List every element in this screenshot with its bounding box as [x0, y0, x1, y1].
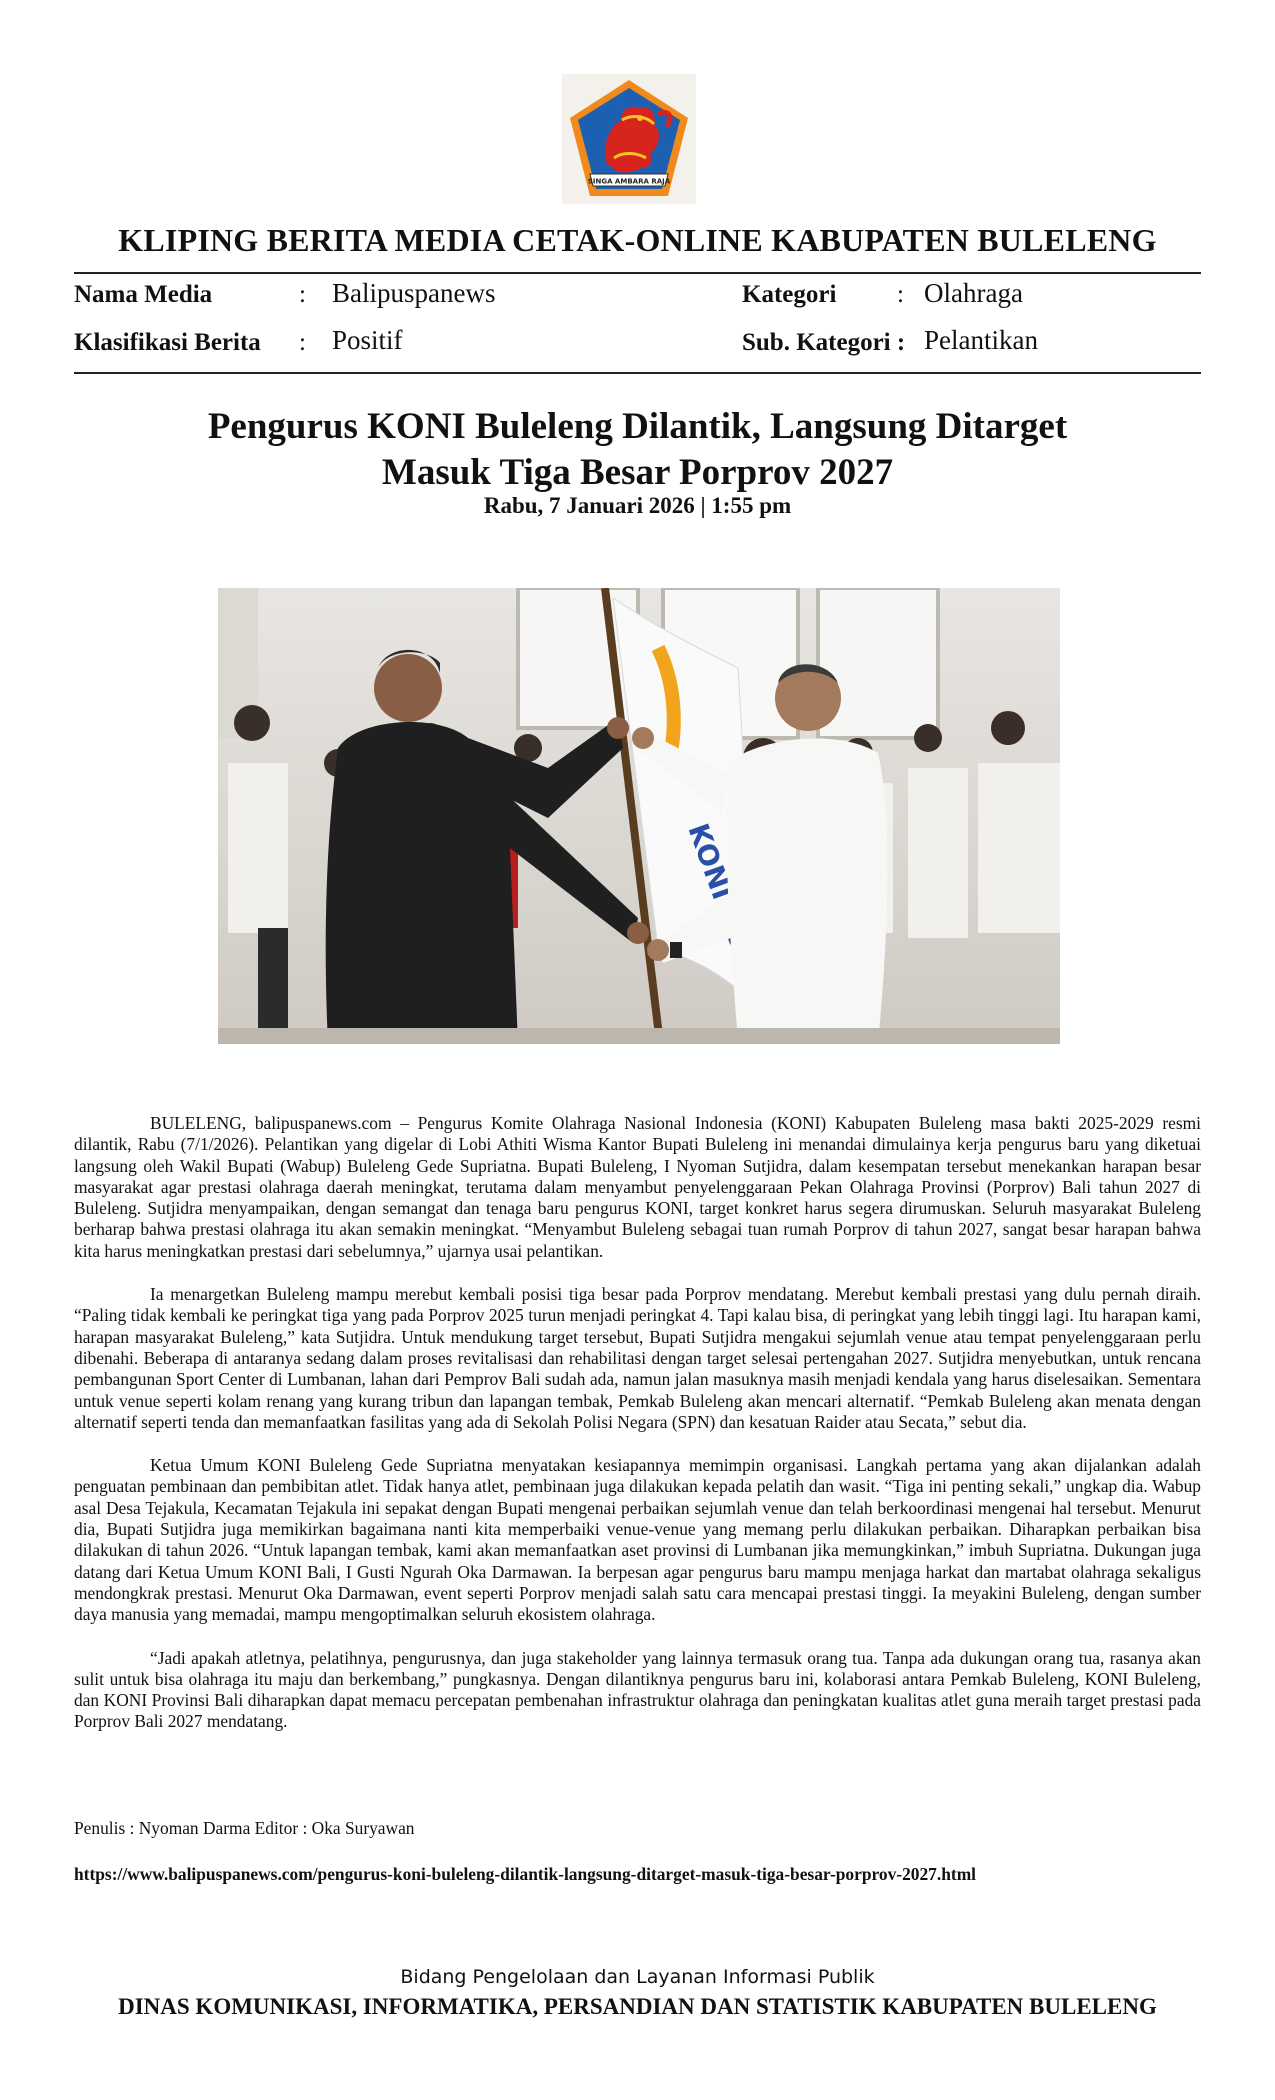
- klasifikasi-label: Klasifikasi Berita: [74, 329, 261, 356]
- author-credit: Penulis : Nyoman Darma Editor : Oka Suryawan: [74, 1818, 415, 1838]
- article-headline: [0, 404, 1275, 496]
- subkategori-label: Sub. Kategori :: [742, 329, 906, 356]
- headline-line-1: Pengurus KONI Buleleng Dilantik, Langsung Ditarget: [207, 406, 1068, 447]
- headline-line-2: Masuk Tiga Besar Porprov 2027: [381, 452, 894, 493]
- subkategori-value: Pelantikan: [924, 325, 1038, 355]
- kategori-colon: :: [897, 281, 904, 308]
- article-photo: [218, 588, 1060, 1044]
- klasifikasi-colon: :: [299, 329, 306, 356]
- top-rule: [74, 272, 1201, 274]
- bottom-rule: [74, 372, 1201, 374]
- article-dateline: Rabu, 7 Januari 2026 | 1:55 pm: [483, 493, 792, 518]
- article-body: [74, 1113, 1201, 1755]
- media-label: Nama Media: [74, 281, 213, 308]
- media-value: Balipuspanews: [332, 278, 496, 308]
- kategori-label: Kategori: [742, 281, 837, 308]
- footer-department: Bidang Pengelolaan dan Layanan Informasi Publik: [400, 1966, 875, 1988]
- article-paragraph: “Jadi apakah atletnya, pelatihnya, pengurusnya, dan juga stakeholder yang lainnya termasuk orang tua. Tanpa ada dukungan orang tua, rasanya akan sulit untuk bisa olahraga itu maju dan berkembang,” pungkasnya. Dengan dilantiknya pengurus baru ini, kolaborasi antara Pemkab Buleleng, KONI Buleleng, dan KONI Provinsi Bali diharapkan dapat memacu percepatan pembenahan infrastruktur olahraga dan peningkatan kualitas atlet guna meraih target prestasi pada Porprov Bali 2027 mendatang.: [74, 1647, 1201, 1732]
- document-title: KLIPING BERITA MEDIA CETAK-ONLINE KABUPATEN BULELENG: [118, 222, 1157, 258]
- source-url[interactable]: https://www.balipuspanews.com/pengurus-koni-buleleng-dilantik-langsung-ditarget-masuk-tiga-besar-porprov-2027.html: [74, 1864, 977, 1884]
- klasifikasi-value: Positif: [332, 325, 403, 355]
- article-paragraph: Ketua Umum KONI Buleleng Gede Supriatna menyatakan kesiapannya memimpin organisasi. Langkah pertama yang akan dijalankan adalah penguatan pembinaan dan pembibitan atlet. Tidak hanya atlet, pembinaan juga dilakukan kepada pelatih dan wasit. “Tiga ini penting sekali,” ungkap dia. Wabup asal Desa Tejakula, Kecamatan Tejakula ini sepakat dengan Bupati mengenai perbaikan sejumlah venue dan telah berkoordinasi mengenai hal tersebut. Menurut dia, Bupati Sutjidra juga memikirkan bagaimana nanti kita memperbaiki venue-venue yang memang perlu dilakukan perbaikan. Diharapkan perbaikan bisa dilakukan di tahun 2026. “Untuk lapangan tembak, kami akan memanfaatkan aset provinsi di Lumbanan jika memungkinkan,” imbuh Supriatna. Dukungan juga datang dari Ketua Umum KONI Bali, I Gusti Ngurah Oka Darmawan. Ia berpesan agar pengurus baru mampu menjaga harkat dan martabat olahraga sekaligus mendongkrak prestasi. Menurut Oka Darmawan, event seperti Porprov menjadi salah satu cara mencapai prestasi tinggi. Ia meyakini Buleleng, dengan sumber daya manusia yang memadai, mampu mengoptimalkan seluruh ekosistem olahraga.: [74, 1455, 1201, 1625]
- logo-caption: SINGA AMBARA RAJA: [587, 177, 671, 186]
- media-colon: :: [299, 281, 306, 308]
- flag-text: KONI: [681, 819, 740, 904]
- article-paragraph: Ia menargetkan Buleleng mampu merebut kembali posisi tiga besar pada Porprov mendatang. Merebut kembali prestasi yang dulu pernah diraih. “Paling tidak kembali ke peringkat tiga yang pada Porprov 2025 turun menjadi peringkat 4. Tapi kalau bisa, di peringkat yang lebih tinggi lagi. Itu harapan kami, harapan masyarakat Buleleng,” kata Sutjidra. Untuk mendukung target tersebut, Bupati Sutjidra mengakui sejumlah venue atau tempat penyelenggaraan perlu dibenahi. Beberapa di antaranya sedang dalam proses revitalisasi dan rehabilitasi dengan target selesai pertengahan 2027. Sutjidra menyebutkan, untuk rencana pembangunan Sport Center di Lumbanan, lahan dari Pemprov Bali sudah ada, namun jalan masuknya masih menjadi kendala yang harus diselesaikan. Sementara untuk venue seperti kolam renang yang kurang tribun dan lapangan tembak, Pemkab Buleleng akan mencari alternatif. “Pemkab Buleleng akan menata dengan alternatif seperti tenda dan memanfaatkan fasilitas yang ada di Sekolah Polisi Negara (SPN) dan kesatuan Raider atau Secata,” sebut dia.: [74, 1284, 1201, 1432]
- footer-agency: DINAS KOMUNIKASI, INFORMATIKA, PERSANDIAN DAN STATISTIK KABUPATEN BULELENG: [118, 1994, 1157, 2019]
- kategori-value: Olahraga: [924, 278, 1023, 308]
- article-paragraph: BULELENG, balipuspanews.com – Pengurus Komite Olahraga Nasional Indonesia (KONI) Kabupaten Buleleng masa bakti 2025-2029 resmi dilantik, Rabu (7/1/2026). Pelantikan yang digelar di Lobi Athiti Wisma Kantor Bupati Buleleng ini menandai dimulainya kerja pengurus baru yang diketuai langsung oleh Wakil Bupati (Wabup) Buleleng Gede Supriatna. Bupati Buleleng, I Nyoman Sutjidra, dalam kesempatan tersebut menekankan harapan besar masyarakat agar prestasi olahraga daerah meningkat, terutama dalam menyambut penyelenggaraan Pekan Olahraga Provinsi (Porprov) Bali tahun 2027 di Buleleng. Sutjidra menyampaikan, dengan semangat dan tenaga baru pengurus KONI, target konkret harus segera dirumuskan. Seluruh masyarakat Buleleng berharap bahwa prestasi olahraga itu akan semakin meningkat. “Menyambut Buleleng sebagai tuan rumah Porprov di tahun 2027, sangat besar harapan bahwa kita harus meningkatkan prestasi dari sebelumnya,” ujarnya usai pelantikan.: [74, 1113, 1201, 1261]
- buleleng-logo: [562, 74, 696, 204]
